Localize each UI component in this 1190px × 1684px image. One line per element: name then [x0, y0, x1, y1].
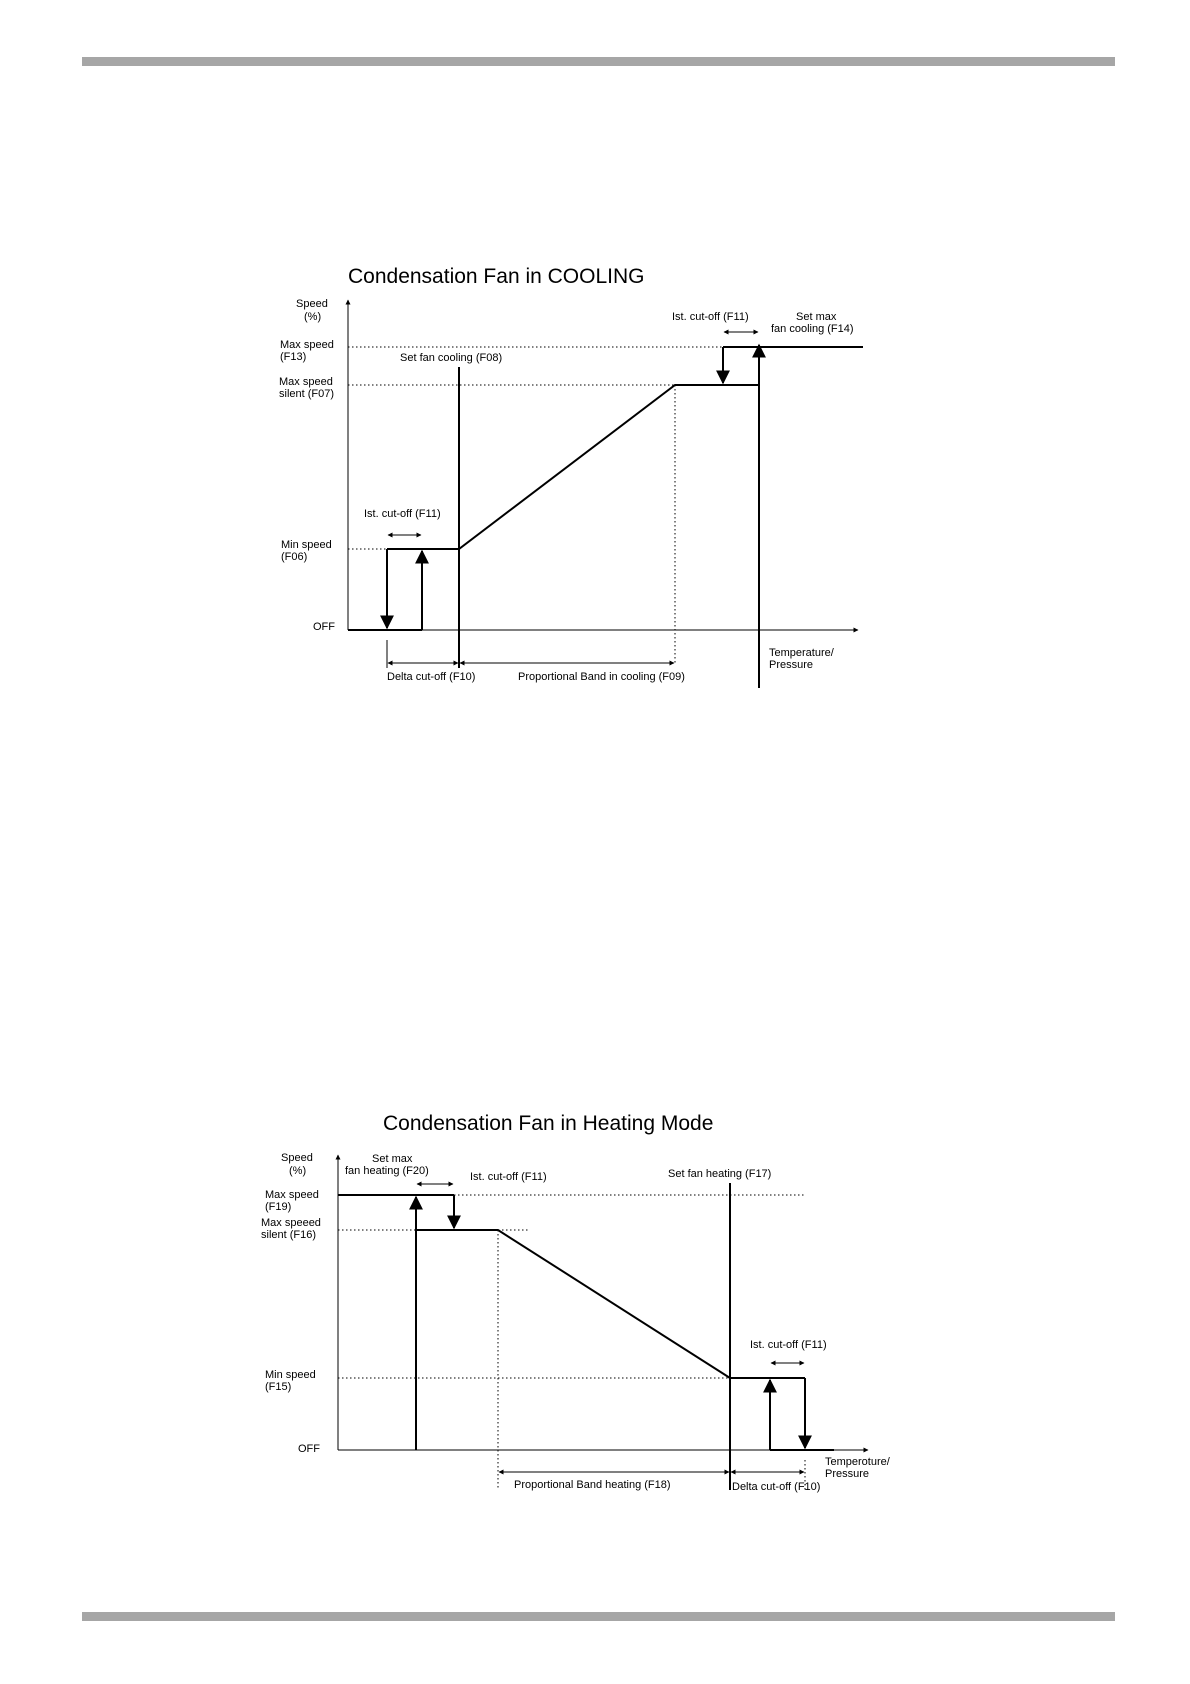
cooling-max-speed-silent-label-2: silent (F07) — [279, 388, 335, 400]
heating-max-speed-label-1: Max speed — [265, 1189, 319, 1201]
cooling-ist-cutoff-high-label: Ist. cut-off (F11) — [672, 311, 749, 323]
heating-min-speed-label-2: (F15) — [265, 1381, 292, 1393]
cooling-max-speed-label-2: (F13) — [280, 351, 307, 363]
cooling-min-speed-label-2: (F06) — [281, 551, 308, 563]
bottom-rule — [82, 1612, 1115, 1621]
cooling-x-axis-label-2: Pressure — [769, 659, 814, 671]
cooling-max-speed-silent-label-1: Max speed — [279, 376, 333, 388]
heating-ist-cutoff-low-label: Ist. cut-off (F11) — [750, 1339, 827, 1351]
heating-set-max-label-1: Set max — [372, 1153, 413, 1165]
heating-proportional-band-label: Proportional Band heating (F18) — [514, 1479, 671, 1491]
heating-max-speed-label-2: (F19) — [265, 1201, 292, 1213]
heating-ist-cutoff-high-label: Ist. cut-off (F11) — [470, 1171, 547, 1183]
cooling-diagram — [0, 0, 1190, 700]
heating-title: Condensation Fan in Heating Mode — [383, 1112, 714, 1135]
heating-max-speed-silent-label-2: silent (F16) — [261, 1229, 317, 1241]
cooling-y-axis-label-1: Speed — [296, 298, 328, 310]
heating-delta-cutoff-label: Delta cut-off (F10) — [732, 1481, 821, 1493]
heating-x-axis-label-2: Pressure — [825, 1468, 870, 1480]
cooling-speed-curve — [387, 385, 759, 549]
heating-off-label: OFF — [298, 1443, 320, 1455]
heating-y-axis-label-2: (%) — [289, 1165, 307, 1177]
heating-set-fan-label: Set fan heating (F17) — [668, 1168, 772, 1180]
cooling-proportional-band-label: Proportional Band in cooling (F09) — [518, 671, 685, 683]
heating-y-axis-label-1: Speed — [281, 1152, 313, 1164]
heating-speed-curve — [416, 1230, 805, 1378]
cooling-min-speed-label-1: Min speed — [281, 539, 332, 551]
heating-set-max-label-2: fan heating (F20) — [345, 1165, 429, 1177]
cooling-set-max-label-1: Set max — [796, 311, 837, 323]
cooling-max-speed-label-1: Max speed — [280, 339, 334, 351]
heating-min-speed-label-1: Min speed — [265, 1369, 316, 1381]
cooling-delta-cutoff-label: Delta cut-off (F10) — [387, 671, 476, 683]
cooling-title: Condensation Fan in COOLING — [348, 265, 645, 288]
heating-diagram — [0, 1100, 1190, 1520]
cooling-off-label: OFF — [313, 621, 335, 633]
heating-x-axis-label-1: Temperoture/ — [825, 1456, 890, 1468]
cooling-set-max-label-2: fan cooling (F14) — [771, 323, 854, 335]
cooling-y-axis-label-2: (%) — [304, 311, 322, 323]
cooling-ist-cutoff-low-label: Ist. cut-off (F11) — [364, 508, 441, 520]
heating-max-speed-silent-label-1: Max speeed — [261, 1217, 321, 1229]
cooling-x-axis-label-1: Temperature/ — [769, 647, 834, 659]
cooling-set-fan-label: Set fan cooling (F08) — [400, 352, 503, 364]
